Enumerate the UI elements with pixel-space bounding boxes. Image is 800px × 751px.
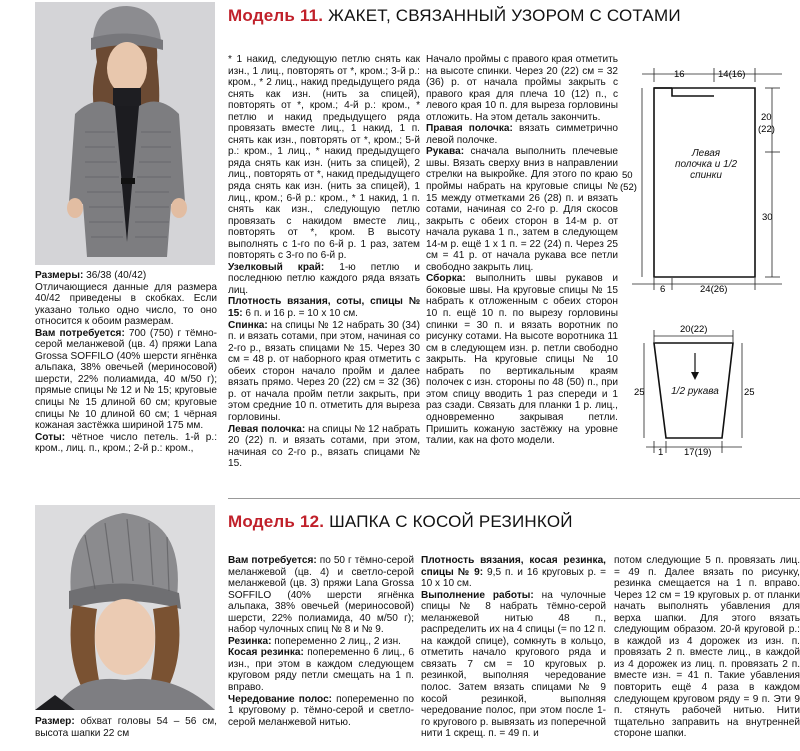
paragraph <box>35 716 217 739</box>
model11-title <box>228 6 681 26</box>
paragraph-heading: Косая резинка: <box>228 647 304 659</box>
paragraph-text: вязать симметрично левой полочке. <box>426 123 618 146</box>
jacket-model-illustration <box>35 2 215 265</box>
paragraph <box>35 328 217 432</box>
paragraph <box>228 647 414 693</box>
paragraph-heading: Размеры: <box>35 270 84 281</box>
sleeve-dim-20: 20(22) <box>680 324 708 335</box>
paragraph <box>228 694 414 729</box>
paragraph-text: Отличающиеся данные для размера 40/42 приведены в скобках. Если указано только одно число, то оно относится к обоим размерам. <box>35 281 217 328</box>
dim-24: 24(26) <box>700 284 728 295</box>
paragraph-heading: Спинка: <box>228 319 268 331</box>
sleeve-label: 1/2 рукава <box>671 386 719 397</box>
paragraph <box>35 432 217 455</box>
paragraph-text: 6 п. и 16 р. = 10 х 10 см. <box>242 308 358 320</box>
paragraph-heading: Выполнение работы: <box>421 589 534 601</box>
panel-label: Левая полочка и 1/2 спинки <box>674 148 738 181</box>
model12-title <box>228 512 573 532</box>
pattern-schematic <box>622 60 800 480</box>
paragraph <box>614 555 800 740</box>
model12-column-3 <box>614 555 800 740</box>
model11-left-column <box>35 270 217 455</box>
paragraph-text: обхват головы 54 – 56 см, высота шапки 22 см <box>35 716 217 739</box>
paragraph-heading: Плотность вязания, соты, спицы № 15: <box>228 296 420 320</box>
paragraph-text: на чулочные спицы № 8 набрать тёмно-серой меланжевой нитью 48 п., распределить их на 4 спицы (= по 12 п. на каждой спице), сомкнуть в кольцо, отметить начало кругового ряда и связать 7 см = 10 круговых р. резинкой, выполняя чередование полос. Затем вязать спицами № 9 косой резинкой, выполняя чередование полос, при этом после 1-го кругового р. вывязать из поперечной нити 1 скрещ. п. = 49 п. и <box>421 589 606 740</box>
model11-heading: ЖАКЕТ, СВЯЗАННЫЙ УЗОРОМ С СОТАМИ <box>328 6 681 25</box>
paragraph-text: на спицы № 12 набрать 20 (22) п. и вязать сотами, при этом, начиная со 2-го р., вязать спицами № 15. <box>228 423 421 470</box>
paragraph <box>421 555 606 590</box>
paragraph-heading: Вам потребуется: <box>228 555 317 566</box>
paragraph-text: по 50 г тёмно-серой меланжевой (цв. 4) и светло-серой меланжевой (цв. 3) пряжи Lana Grossa SOFFILO (40% шерсти ягнёнка альпака, 38% овечьей (мериносовой) шерсти, 22% полиамида, 40 м/50 г); набор чулочных спиц № 8 и № 9. <box>228 555 414 636</box>
paragraph-text: Начало проймы с правого края отметить на высоте спинки. Через 20 (22) см = 32 (36) р. от начала проймы закрыть с правого края для плеча 10 (12) п., с левого края 10 п. для выреза горловины отложить. На этом деталь закончить. <box>426 54 618 123</box>
model11-middle-column <box>228 54 420 470</box>
dim-52: (52) <box>620 182 637 193</box>
paragraph <box>421 590 606 740</box>
paragraph <box>228 262 420 297</box>
paragraph <box>426 54 618 123</box>
pattern-diagram <box>622 60 800 480</box>
paragraph <box>228 555 414 636</box>
paragraph-text: выполнить швы рукавов и боковые швы. На круговые спицы № 15 набрать к отложенным с обеих сторон 10 п. ещё 10 п. по вырезу горловины спинки = 30 п. и вязать воротник по рисунку сотами. На высоте воротника 11 см в следующем изн. р. петли свободно закрыть. На круговые спицы № 10 набрать по вертикальным краям полочек с изн. стороны по 48 (50) п., при этом спицу вводить 1 раз спереди и 1 раз сзади. Связать для планки 1 р. лиц., одновременно закрывая петли. Пришить кожаную застёжку на уровне талии, как на фото модели. <box>426 273 618 447</box>
dim-22: (22) <box>758 124 775 135</box>
model12-column-2 <box>421 555 606 740</box>
dim-50: 50 <box>622 170 633 181</box>
paragraph-heading: Узелковый край: <box>228 261 325 273</box>
paragraph <box>228 424 420 470</box>
model11-number: Модель 11. <box>228 6 324 25</box>
paragraph-heading: Соты: <box>35 431 66 443</box>
paragraph <box>35 282 217 328</box>
paragraph-text: 36/38 (40/42) <box>83 270 147 281</box>
dim-6: 6 <box>660 284 666 295</box>
paragraph-text: сначала выполнить плечевые швы. Вязать сверху вниз в направлении стрелки на выкройке. Для этого по краю проймы набрать на круговые спицы № 15 между отметками 26 (28) п. и вязать сотами, начиная со 2-го р. Для скосов закрыть с обеих сторон в 14-м р. от начала рукава 1 п., затем в следующем 14-м р. ещё 1 х 1 п. = 22 (24) п. Через 25 см = 41 р. от начала рукава все петли свободно закрыть лиц. <box>426 146 618 273</box>
paragraph <box>228 54 420 262</box>
paragraph-heading: Сборка: <box>426 273 466 285</box>
model12-heading: ШАПКА С КОСОЙ РЕЗИНКОЙ <box>329 512 573 531</box>
paragraph-heading: Вам потребуется: <box>35 327 125 339</box>
paragraph-heading: Рукава: <box>426 146 465 158</box>
paragraph-text: * 1 накид, следующую петлю снять как изн., 1 лиц., повторять от *, кром.; 3-й р.: кром., * 2 лиц., накид предыдущего ряда снять как изн. (нить за спицей), повторять от *, кром.; 4-й р.: кром., * петлю и накид предыдущего ряда провязать вместе лиц., 1 накид, 1 п. снять как изн., повторять от *, кром.; 5-й р.: кром., 1 лиц., * накид предыдущего ряда снять как изн. (нить за спицей), 2 лиц., повторять от *, накид предыдущего ряда снять как изн. (нить за спицей), 1 лиц., кром.; 6-й р.: кром., * 1 накид, 1 п. снять как изн., следующую петлю провязать с накидом вместе лиц., повторять от *, кром. В высоту выполнять с 1-го по 6-й р. 1 раз, затем повторять с 3-го по 6-й р. <box>228 54 420 262</box>
paragraph-text: на спицы № 12 набрать 30 (34) п. и вязать сотами, при этом, начиная со 2-го р., вязать спицами № 15. Через 30 см = 48 р. от наборного края отметить с обеих сторон начало пройм и далее вязать прямо. Через 20 (22) см = 32 (36) р. от начала пройм петли закрыть, при этом средние 10 п. отметить для выреза горловины. <box>228 319 420 423</box>
dim-16: 16 <box>674 69 685 80</box>
paragraph <box>426 123 618 146</box>
sleeve-dim-1: 1 <box>658 447 664 458</box>
paragraph-heading: Левая полочка: <box>228 423 306 435</box>
dim-20: 20 <box>761 112 772 123</box>
paragraph-text: попеременно по 1 круговому р. тёмно-серой и светло-серой меланжевой нитью. <box>228 693 414 728</box>
paragraph <box>228 320 420 424</box>
model12-column-1 <box>228 555 414 728</box>
model11-right-column <box>426 54 618 447</box>
paragraph <box>35 270 217 282</box>
paragraph <box>228 296 420 319</box>
jacket-photo <box>35 2 215 265</box>
paragraph-text: потом следующие 5 п. провязать лиц. = 49 п. Далее вязать по рисунку, резинка смещается на 1 п. вправо. Через 12 см = 19 круговых р. от планки начать выполнять убавления для верха шапки. Для этого вязать следующим образом. 20-й круговой р.: в каждой из 4 дорожек из изн. п. провязать 2 п. вместе лиц., в каждой из 4 дорожек из лиц. п. провязать 2 п. вместе изн. = 41 п. Такие убавления повторить ещё 4 раза в каждом следующем круговом ряду = 9 п. Эти 9 п. стянуть рабочей нитью. Нити тщательно заправить на внутренней стороне шапки. <box>614 555 800 740</box>
sleeve-dim-25-left: 25 <box>634 387 645 398</box>
paragraph-text: чётное число петель. 1-й р.: кром., лиц. п., кром.; 2-й р.: кром., <box>35 431 217 455</box>
paragraph-heading: Правая полочка: <box>426 123 513 135</box>
sleeve-dim-17: 17(19) <box>684 447 712 458</box>
paragraph <box>426 146 618 273</box>
hat-photo <box>35 505 215 710</box>
paragraph <box>228 636 414 648</box>
hat-model-illustration <box>35 505 215 710</box>
model12-number: Модель 12. <box>228 512 325 531</box>
paragraph-heading: Чередование полос: <box>228 693 333 705</box>
paragraph-heading: Резинка: <box>228 635 272 647</box>
paragraph <box>426 273 618 446</box>
paragraph-text: 1-ю петлю и последнюю петлю каждого ряда вязать лиц. <box>228 261 420 296</box>
dim-30: 30 <box>762 212 773 223</box>
model12-left-column <box>35 716 217 739</box>
paragraph-heading: Размер: <box>35 716 75 727</box>
paragraph-text: 9,5 п. и 16 круговых р. = 10 х 10 см. <box>421 566 607 590</box>
section-divider <box>228 498 800 499</box>
paragraph-text: 700 (750) г тёмно-серой меланжевой (цв. 4) пряжи Lana Grossa SOFFILO (40% шерсти ягнёнка альпака, 38% овечьей (мериносовой) шерсти, 22% полиамида, 40 м/50 г); прямые спицы № 12 и № 15; круговые спицы № 15 длиной 60 см; круговые спицы № 10 длиной 60 см; 1 чёрная кожаная застёжка шириной 175 мм. <box>35 327 218 432</box>
paragraph-text: попеременно 2 лиц., 2 изн. <box>271 635 401 647</box>
sleeve-dim-25-right: 25 <box>744 387 755 398</box>
paragraph-heading: Плотность вязания, косая резинка, спицы № 9: <box>421 555 606 578</box>
dim-14: 14(16) <box>718 69 746 80</box>
paragraph-text: попеременно 6 лиц., 6 изн., при этом в каждом следующем круговом ряду петли смещать на 1 п. вправо. <box>228 647 414 694</box>
